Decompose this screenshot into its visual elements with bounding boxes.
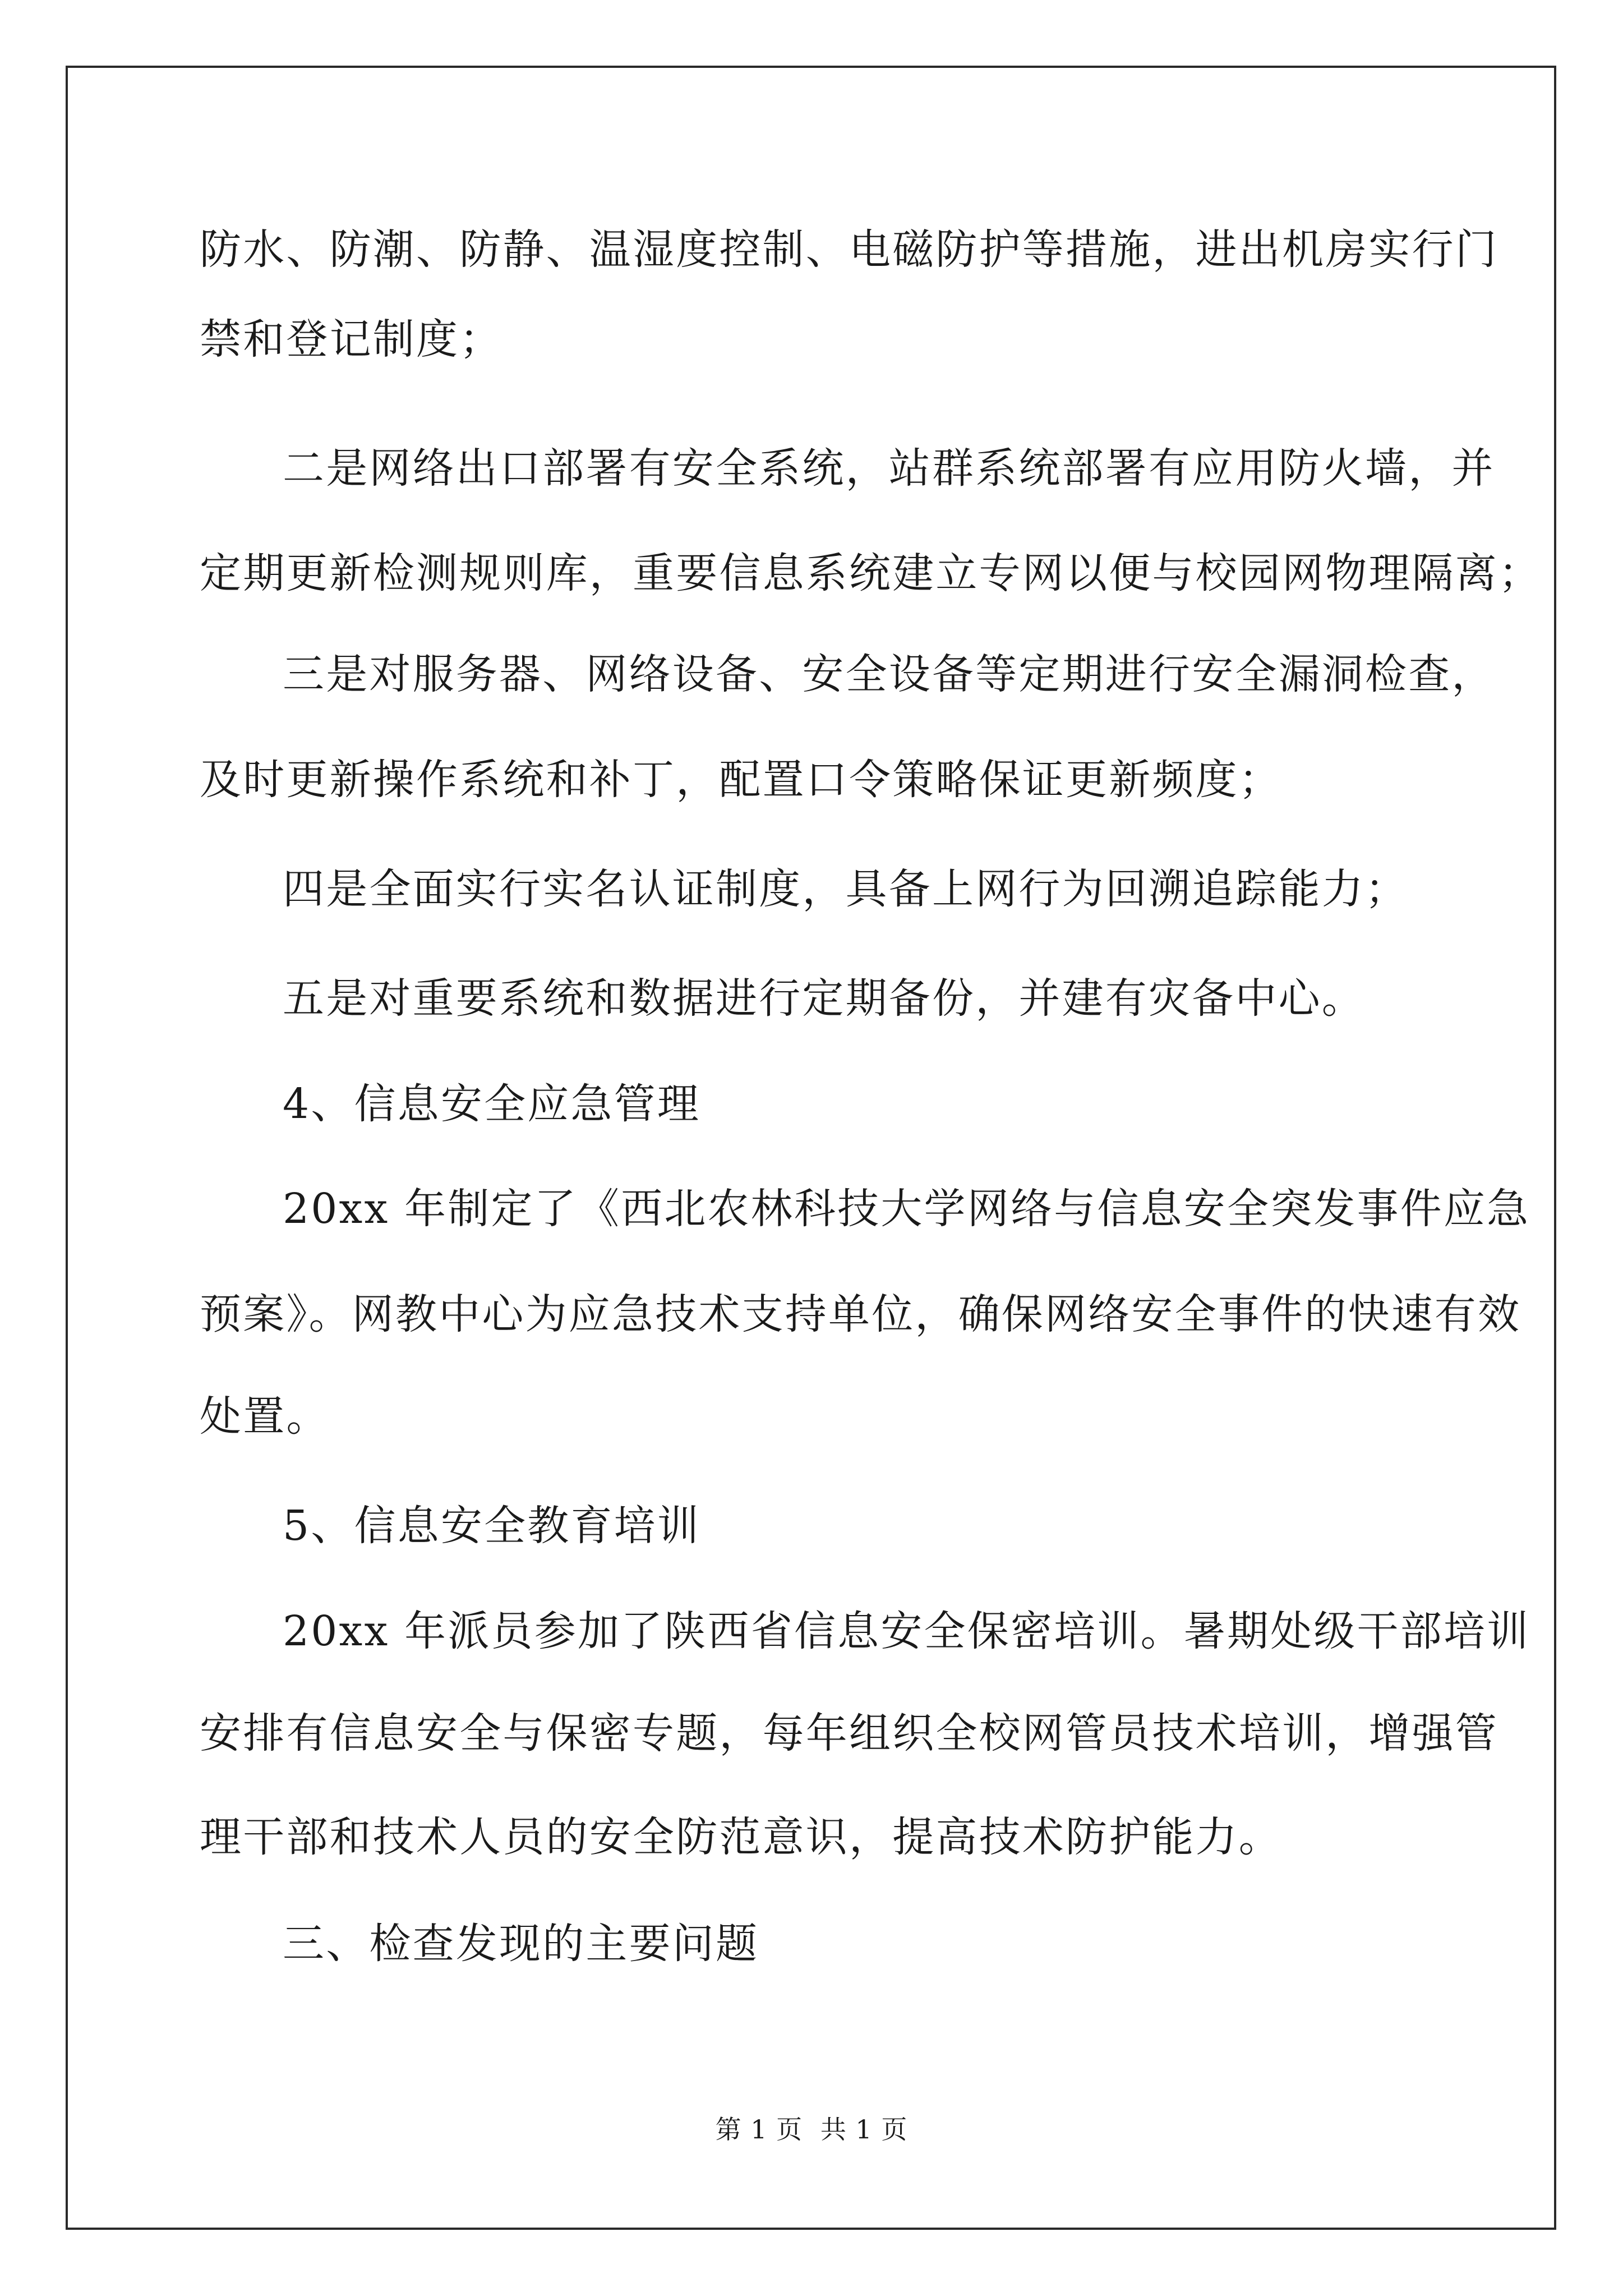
paragraph-line: 定期更新检测规则库，重要信息系统建立专网以便与校园网物理隔离； (200, 549, 1542, 597)
paragraph-line: 及时更新操作系统和补丁，配置口令策略保证更新频度； (200, 756, 1282, 804)
page-footer (0, 2109, 1623, 2146)
paragraph-line: 五是对重要系统和数据进行定期备份，并建有灾备中心。 (283, 974, 1365, 1023)
paragraph-line: 禁和登记制度； (200, 315, 503, 364)
paragraph-line: 预案》。网教中心为应急技术支持单位，确保网络安全事件的快速有效 (200, 1290, 1521, 1338)
section-heading: 三、检查发现的主要问题 (283, 1920, 759, 1968)
paragraph-line: 理干部和技术人员的安全防范意识，提高技术防护能力。 (200, 1813, 1282, 1861)
section-heading: 5、信息安全教育培训 (283, 1502, 701, 1550)
page-total: 共 1 页 (820, 2114, 908, 2145)
paragraph-line: 处置。 (200, 1392, 330, 1441)
paragraph-line: 安排有信息安全与保密专题，每年组织全校网管员技术培训，增强管 (200, 1709, 1498, 1757)
paragraph-line: 20xx 年制定了《西北农林科技大学网络与信息安全突发事件应急 (283, 1185, 1530, 1233)
page-number: 第 1 页 (715, 2114, 803, 2145)
paragraph-line: 防水、防潮、防静、温湿度控制、电磁防护等措施，进出机房实行门 (200, 226, 1498, 274)
page-border (66, 66, 1556, 2230)
paragraph-line: 三是对服务器、网络设备、安全设备等定期进行安全漏洞检查， (283, 650, 1495, 698)
paragraph-line: 二是网络出口部署有安全系统，站群系统部署有应用防火墙，并 (283, 444, 1495, 493)
paragraph-line: 四是全面实行实名认证制度，具备上网行为回溯追踪能力； (283, 865, 1409, 913)
paragraph-line: 20xx 年派员参加了陕西省信息安全保密培训。暑期处级干部培训 (283, 1607, 1530, 1655)
section-heading: 4、信息安全应急管理 (283, 1080, 701, 1128)
